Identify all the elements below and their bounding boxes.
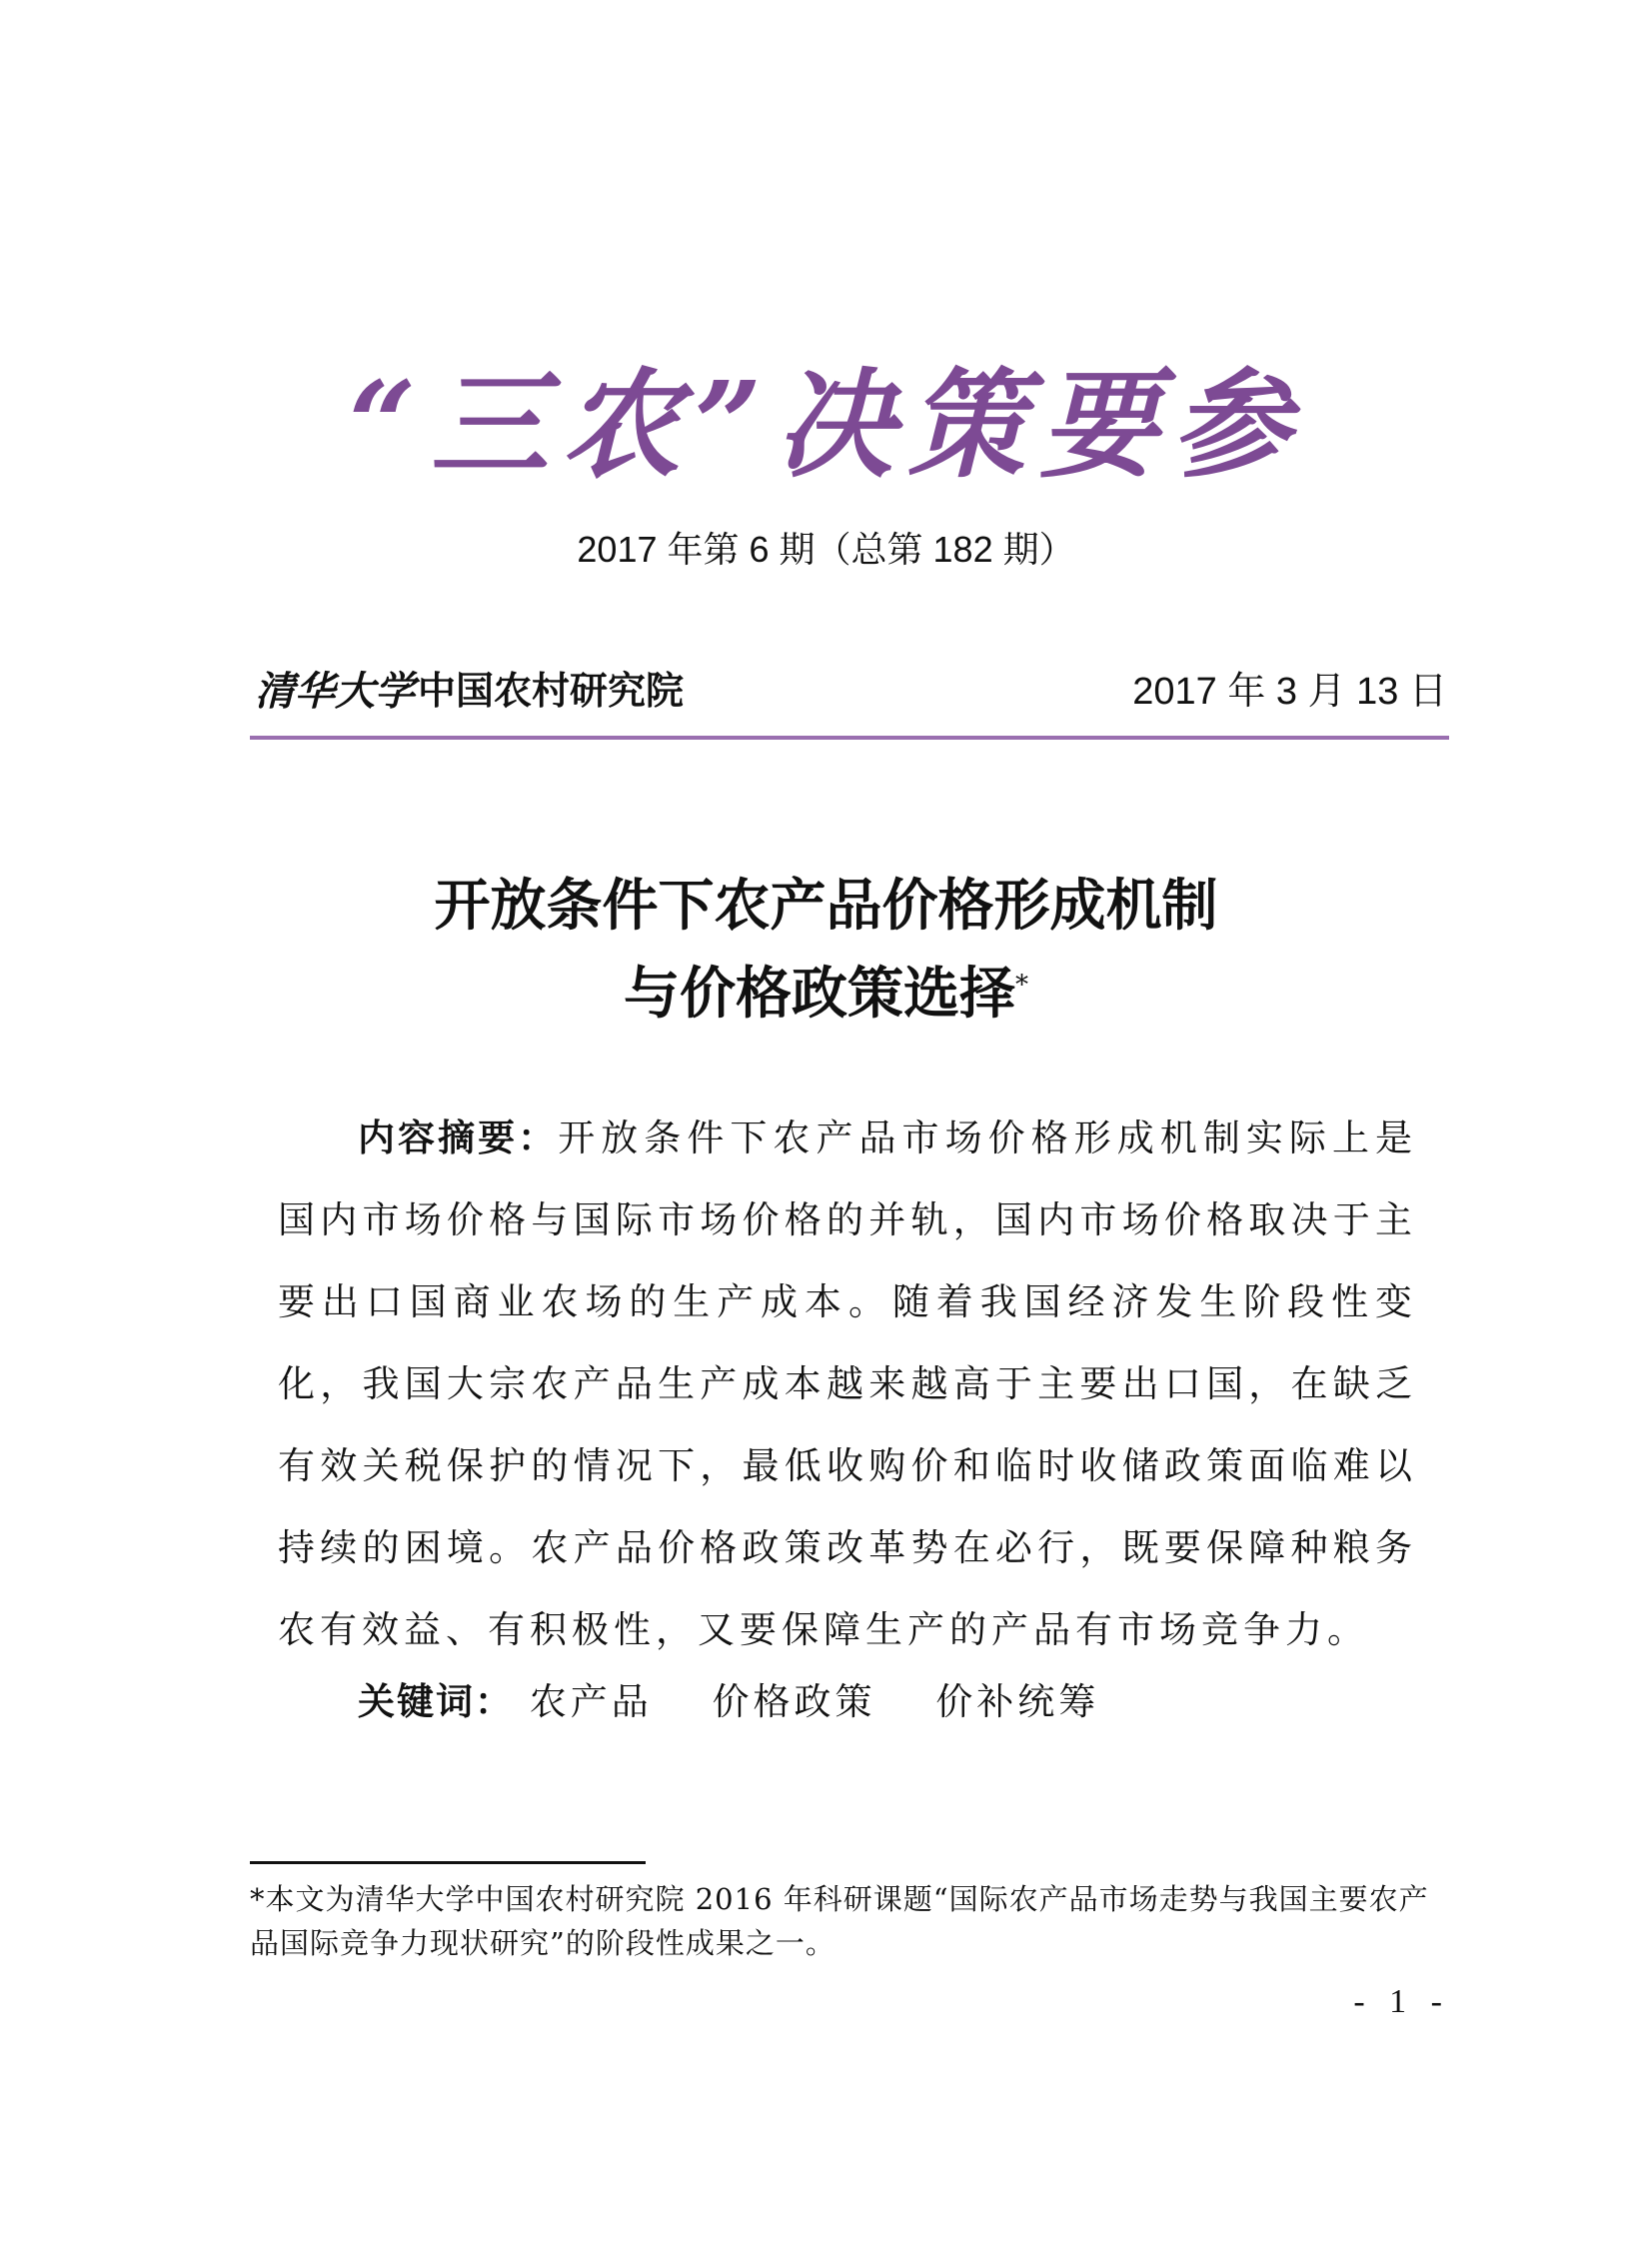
- publication-date: 2017 年 3 月 13 日: [1132, 671, 1447, 713]
- university-logo: 清华大学: [255, 668, 415, 715]
- footnote: *本文为清华大学中国农村研究院 2016 年科研课题“国际农产品市场走势与我国主要农产品国际竞争力现状研究”的阶段性成果之一。: [250, 1882, 1429, 1960]
- page-number: - 1 -: [1353, 1983, 1450, 2020]
- article-title-line-1: 开放条件下农产品价格形成机制: [434, 873, 1218, 939]
- article-title-line-2: [0, 950, 1652, 1030]
- abstract-text: 开放条件下农产品市场价格形成机制实际上是国内市场价格与国际市场价格的并轨，国内市场价格取决于主要出口国商业农场的生产成本。随着我国经济发生阶段性变化，我国大宗农产品生产成本越来越高于主要出口国，在缺乏有效关税保护的情况下，最低收购价和临时收储政策面临难以持续的困境。农产品价格政策改革势在必行，既要保障种粮务农有效益、有积极性，又要保障生产的产品有市场竞争力。: [278, 1117, 1418, 1651]
- article-title-line-2-text: 与价格政策选择: [624, 961, 1015, 1027]
- keyword-item: 价补统筹: [935, 1680, 1100, 1723]
- footnote-divider: [250, 1861, 646, 1864]
- article-title: [0, 862, 1652, 1030]
- keyword-item: 价格政策: [712, 1680, 876, 1723]
- issue-number: 2017 年第 6 期（总第 182 期）: [577, 529, 1075, 570]
- keyword-item: 农产品: [529, 1680, 653, 1723]
- masthead-title: “三农”决策要参: [348, 355, 1304, 494]
- abstract-paragraph: [278, 1098, 1417, 1671]
- institute-name: 中国农村研究院: [418, 668, 685, 713]
- keywords-label: 关键词：: [358, 1680, 514, 1723]
- header-divider: [250, 736, 1449, 740]
- footnote-marker: *: [1015, 970, 1028, 1001]
- keywords-line: [358, 1671, 1143, 1725]
- abstract-label: 内容摘要：: [358, 1117, 559, 1159]
